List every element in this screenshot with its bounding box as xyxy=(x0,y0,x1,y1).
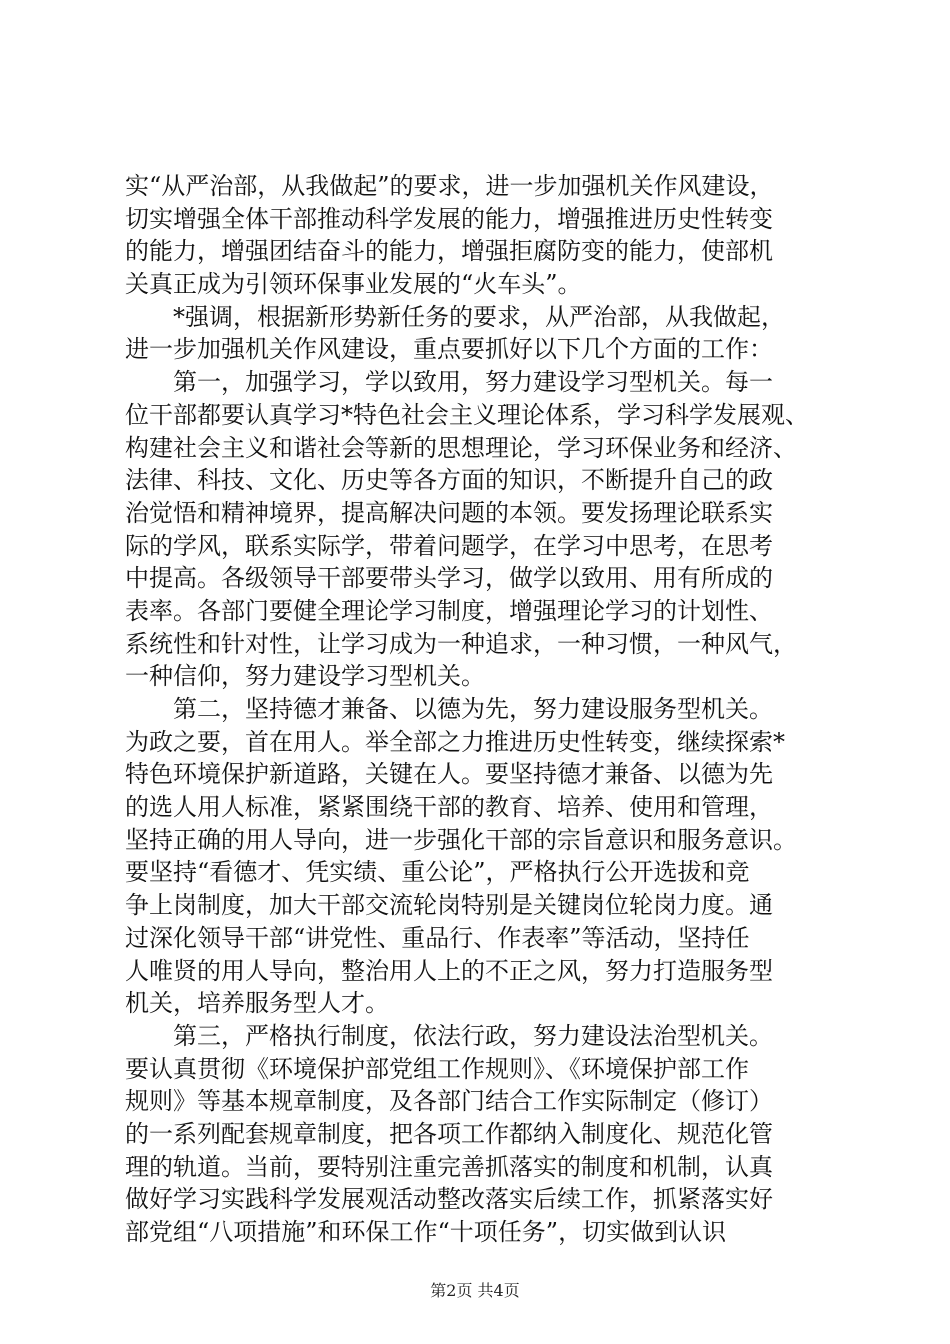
paragraph-5-line-1: 第三，严格执行制度，依法行政，努力建设法治型机关。 xyxy=(173,1021,773,1050)
paragraph-5-line-5: 理的轨道。当前，要特别注重完善抓落实的制度和机制，认真 xyxy=(125,1152,773,1181)
paragraph-5-line-6: 做好学习实践科学发展观活动整改落实后续工作，抓紧落实好 xyxy=(125,1185,773,1214)
paragraph-4-line-5: 坚持正确的用人导向，进一步强化干部的宗旨意识和服务意识。 xyxy=(125,825,797,854)
paragraph-4-line-8: 过深化领导干部“讲党性、重品行、作表率”等活动，坚持任 xyxy=(125,923,750,952)
paragraph-5-line-2: 要认真贯彻《环境保护部党组工作规则》、《环境保护部工作 xyxy=(125,1054,749,1083)
paragraph-3-line-9: 系统性和针对性，让学习成为一种追求，一种习惯，一种风气， xyxy=(125,629,797,658)
paragraph-1-line-1: 实“从严治部，从我做起”的要求，进一步加强机关作风建设， xyxy=(125,172,774,200)
paragraph-3-line-4: 法律、科技、文化、历史等各方面的知识，不断提升自己的政 xyxy=(125,466,773,495)
paragraph-4-line-7: 争上岗制度，加大干部交流轮岗特别是关键岗位轮岗力度。通 xyxy=(125,891,773,920)
page-footer: 第2页 共4页 xyxy=(430,1281,520,1300)
body-text xyxy=(125,170,825,1249)
paragraph-3-line-7: 中提高。各级领导干部要带头学习，做学以致用、用有所成的 xyxy=(125,564,773,593)
paragraph-1-line-2: 切实增强全体干部推动科学发展的能力，增强推进历史性转变 xyxy=(125,204,773,233)
paragraph-4-line-10: 机关，培养服务型人才。 xyxy=(125,989,389,1018)
paragraph-5-line-7: 部党组“八项措施”和环保工作“十项任务”，切实做到认识 xyxy=(125,1218,727,1246)
paragraph-3-line-3: 构建社会主义和谐社会等新的思想理论，学习环保业务和经济、 xyxy=(125,433,797,462)
paragraph-3-line-8: 表率。各部门要健全理论学习制度，增强理论学习的计划性、 xyxy=(125,596,773,625)
paragraph-3-line-1: 第一，加强学习，学以致用，努力建设学习型机关。每一 xyxy=(173,368,773,397)
paragraph-3-line-6: 际的学风，联系实际学，带着问题学，在学习中思考，在思考 xyxy=(125,531,773,560)
paragraph-2-line-2: 进一步加强机关作风建设，重点要抓好以下几个方面的工作： xyxy=(125,335,773,364)
paragraph-4-line-1: 第二，坚持德才兼备、以德为先，努力建设服务型机关。 xyxy=(173,695,773,723)
paragraph-1-line-4: 关真正成为引领环保事业发展的“火车头”。 xyxy=(125,270,582,299)
paragraph-1-line-3: 的能力，增强团结奋斗的能力，增强拒腐防变的能力，使部机 xyxy=(125,237,773,266)
paragraph-4-line-9: 人唯贤的用人导向，整治用人上的不正之风，努力打造服务型 xyxy=(125,956,773,985)
paragraph-5-line-3: 规则》等基本规章制度，及各部门结合工作实际制定（修订） xyxy=(125,1087,773,1116)
paragraph-4-line-3: 特色环境保护新道路，关键在人。要坚持德才兼备、以德为先 xyxy=(125,760,773,789)
paragraph-4-line-6: 要坚持“看德才、凭实绩、重公论”，严格执行公开选拔和竞 xyxy=(125,858,750,887)
paragraph-4-line-4: 的选人用人标准，紧紧围绕干部的教育、培养、使用和管理， xyxy=(125,793,773,822)
paragraph-3-line-5: 治觉悟和精神境界，提高解决问题的本领。要发扬理论联系实 xyxy=(125,498,773,527)
paragraph-2-line-1: *强调，根据新形势新任务的要求，从严治部，从我做起， xyxy=(173,302,785,331)
paragraph-3-line-10: 一种信仰，努力建设学习型机关。 xyxy=(125,662,485,691)
paragraph-3-line-2: 位干部都要认真学习*特色社会主义理论体系，学习科学发展观、 xyxy=(125,400,809,429)
paragraph-4-line-2: 为政之要，首在用人。举全部之力推进历史性转变，继续探索* xyxy=(125,727,785,756)
paragraph-5-line-4: 的一系列配套规章制度，把各项工作都纳入制度化、规范化管 xyxy=(125,1119,773,1148)
